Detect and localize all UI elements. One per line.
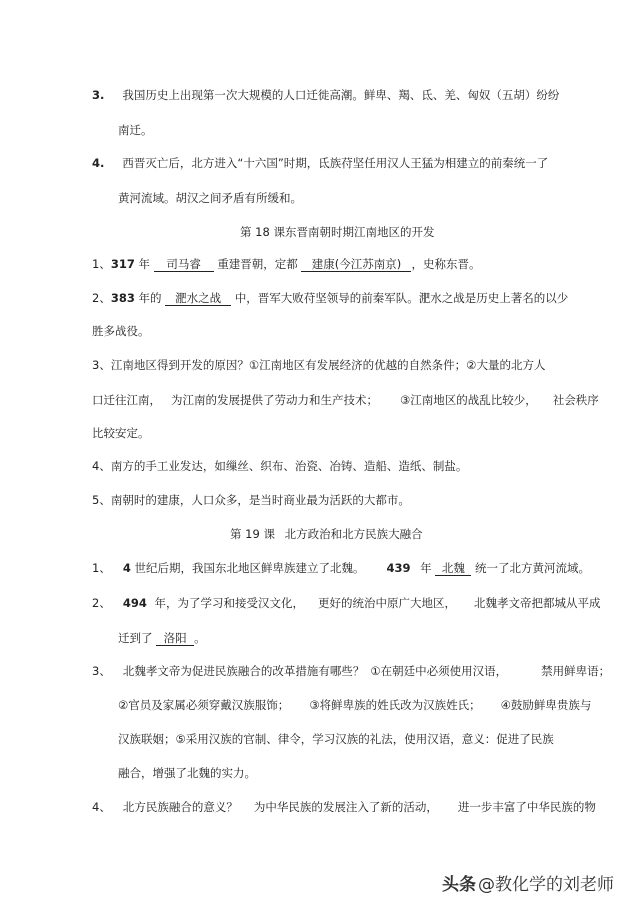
blank-answer: 司马睿: [154, 257, 214, 272]
lesson-19-item-3-cont3: 融合，增强了北魏的实力。: [118, 766, 256, 780]
lesson-18-heading: 第 18 课东晋南朝时期江南地区的开发: [240, 225, 435, 239]
lesson-18-item-5: 5、南朝时的建康，人口众多，是当时商业最为活跃的大都市。: [92, 493, 410, 507]
lesson-18-item-3: 3、江南地区得到开发的原因？①江南地区有发展经济的优越的自然条件；②大量的北方人: [92, 358, 546, 372]
author-handle: @教化学的刘老师: [478, 875, 614, 895]
lesson-18-item-2: 2、383 年的 淝水之战 中，晋军大败苻坚领导的前秦军队。淝水之战是历史上著名的以少: [92, 291, 569, 305]
blank-answer: 建康(今江苏南京): [301, 257, 411, 272]
lesson-18-item-2-cont: 胜多战役。: [92, 324, 150, 338]
lesson-18-item-1: 1、317 年 司马睿 重建晋朝，定都 建康(今江苏南京) ，史称东晋。: [92, 257, 481, 271]
lesson-19-heading: 第 19 课 北方政治和北方民族大融合: [230, 527, 423, 541]
lesson-19-item-2-cont: 迁到了 洛阳 。: [118, 631, 206, 645]
lesson-19-item-2: 2、 494 年，为了学习和接受汉文化， 更好的统治中原广大地区， 北魏孝文帝把都城从平成: [92, 596, 601, 610]
lesson-19-item-4: 4、 北方民族融合的意义？ 为中华民族的发展注入了新的活动， 进一步丰富了中华民族的物: [92, 800, 596, 814]
lesson-19-item-3: 3、 北魏孝文帝为促进民族融合的改革措施有哪些？ ①在朝廷中必须使用汉语， 禁用鲜卑语；: [92, 664, 611, 678]
lesson-19-item-3-cont2: 汉族联姻；⑤采用汉族的官制、律令，学习汉族的礼法，使用汉语，意义：促进了民族: [118, 732, 554, 746]
blank-answer: 淝水之战: [165, 291, 231, 306]
item-3: 3. 我国历史上出现第一次大规模的人口迁徙高潮。鲜卑、羯、氐、羌、匈奴（五胡）纷纷: [92, 88, 560, 102]
item-3-cont: 南迁。: [118, 123, 153, 137]
item-4: 4. 西晋灭亡后，北方进入“十六国”时期，氐族苻坚任用汉人王猛为相建立的前秦统一了: [92, 156, 549, 170]
blank-answer: 洛阳: [156, 631, 194, 646]
lesson-18-item-3-cont2: 比较安定。: [92, 426, 150, 440]
lesson-19-item-1: 1、 4 世纪后期，我国东北地区鲜卑族建立了北魏。 439 年 北魏 统一了北方黄河流域。: [92, 561, 590, 575]
lesson-18-item-4: 4、南方的手工业发达，如缫丝、织布、治瓷、冶铸、造船、造纸、制盐。: [92, 459, 468, 473]
item-4-cont: 黄河流域。胡汉之间矛盾有所缓和。: [118, 191, 302, 205]
lesson-19-item-3-cont: ②官员及家属必须穿戴汉族服饰； ③将鲜卑族的姓氏改为汉族姓氏； ④鼓励鲜卑贵族与: [118, 698, 592, 712]
watermark-footer: [442, 870, 614, 895]
lesson-18-item-3-cont: 口迁往江南， 为江南的发展提供了劳动力和生产技术； ③江南地区的战乱比较少， 社会秩序: [92, 393, 599, 407]
toutiao-brand: 头条: [442, 875, 476, 895]
blank-answer: 北魏: [435, 561, 471, 576]
